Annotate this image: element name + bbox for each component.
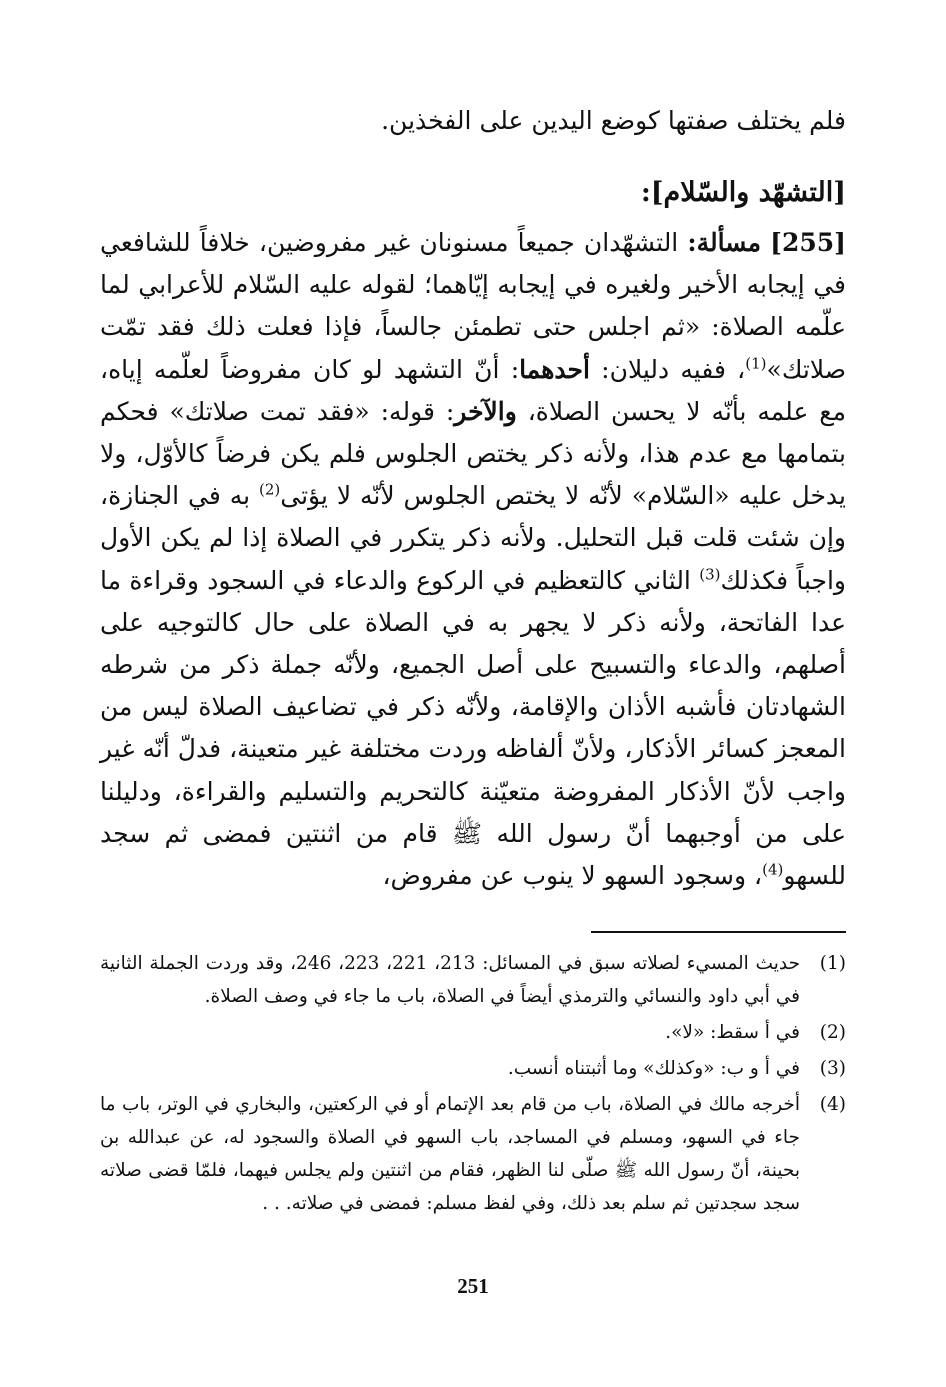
footnote-number: (1) — [819, 953, 846, 975]
footnotes — [100, 947, 846, 1220]
body-segment-4: : قوله: «فقد تمت صلاتك» فحكم بتمامها مع عدم هذا، ولأنه ذكر يختص الجلوس فلم يكن فرضاً كالأوّل، ولا يدخل عليه «السّلام» لأنّه لا يختص الجلوس لأنّه لا يؤتى — [100, 396, 846, 511]
issue-paragraph — [100, 222, 846, 897]
body-segment-1: التشهّدان جميعاً مسنونان غير مفروضين، خلافاً للشافعي في إيجابه الأخير ولغيره في إيجابه إيّاهما؛ لقوله عليه السّلام للأعرابي لما علّمه الصلاة: «ثم اجلس حتى تطمئن جالساً، فإذا فعلت ذلك فقد تمّت صلاتك» — [100, 228, 846, 384]
section-heading: [التشهّد والسّلام]: — [640, 177, 846, 208]
footnote-ref-2: (2) — [258, 480, 281, 499]
first-evidence-label: أحدهما — [519, 354, 590, 384]
body-segment-6: الثاني كالتعظيم في الركوع والدعاء في السجود وقراءة ما عدا الفاتحة، ولأنه ذكر لا يجهر به في الصلاة على حال كالتوجيه على أصلهم، والدعاء والتسبيح على أصل الجميع، ولأنّه جملة ذكر من شرطه الشهادتان فأشبه الأذان والإقامة، ولأنّه ذكر في تضاعيف الصلاة ليس من المعجز كسائر الأذكار، ولأنّ ألفاظه وردت مختلفة غير متعينة، فدلّ أنّه غير واجب لأنّ الأذكار المفروضة متعيّنة كالتحريم والتسليم والقراءة، ودليلنا على من أوجبهما أنّ رسول الله ﷺ قام من اثنتين فمضى ثم سجد للسهو — [100, 565, 846, 891]
footnote-4 — [100, 1088, 846, 1220]
intro-line: فلم يختلف صفتها كوضع اليدين على الفخذين. — [381, 106, 846, 135]
footnote-number: (2) — [819, 1022, 846, 1044]
body-segment-5: به في الجنازة، وإن شئت قلت قبل التحليل. ولأنه ذكر يتكرر في الصلاة إذا لم يكن الأول واجباً فكذلك — [100, 481, 846, 595]
footnote-number: (3) — [819, 1058, 846, 1080]
footnote-number: (4) — [819, 1094, 846, 1116]
footnote-ref-3: (3) — [699, 565, 721, 584]
footnote-3 — [100, 1052, 846, 1085]
footnote-divider — [591, 931, 846, 933]
footnote-text: أخرجه مالك في الصلاة، باب من قام بعد الإتمام أو في الركعتين، والبخاري في الوتر، باب ما جاء في السهو، ومسلم في المساجد، باب السهو في الصلاة والسجود له، عن عبدالله بن بحينة، أنّ رسول الله ﷺ صلّى لنا الظهر، فقام من اثنتين ولم يجلس فيهما، فلمّا قضى صلاته سجد سجدتين ثم سلم بعد ذلك، وفي لفظ مسلم: فمضى في صلاته. . . — [100, 1094, 800, 1215]
book-page — [100, 100, 846, 1223]
footnote-2 — [100, 1016, 846, 1049]
footnote-text: حديث المسيء لصلاته سبق في المسائل: 213، 221، 223، 246، وقد وردت الجملة الثانية في أبي داود والنسائي والترمذي أيضاً في الصلاة، باب ما جاء في وصف الصلاة. — [100, 953, 801, 1008]
body-segment-7: ، وسجود السهو لا ينوب عن مفروض، — [382, 861, 763, 891]
page-number: 251 — [457, 1274, 489, 1298]
footnote-text: في أ و ب: «وكذلك» وما أثبتناه أنسب. — [507, 1058, 800, 1080]
footnote-ref-4: (4) — [762, 860, 784, 879]
footnote-ref-1: (1) — [745, 354, 767, 373]
second-evidence-label: والآخر — [454, 396, 517, 426]
footnote-text: في أ سقط: «لا». — [665, 1022, 800, 1044]
footnote-1 — [100, 947, 846, 1013]
issue-label: مسألة: — [687, 228, 761, 257]
issue-number: [255] — [770, 228, 847, 257]
body-segment-2: ، ففيه دليلان: — [589, 354, 746, 384]
body-segment-3: : أنّ التشهد لو كان مفروضاً لعلّمه إياه، مع علمه بأنّه لا يحسن الصلاة، — [100, 354, 846, 426]
